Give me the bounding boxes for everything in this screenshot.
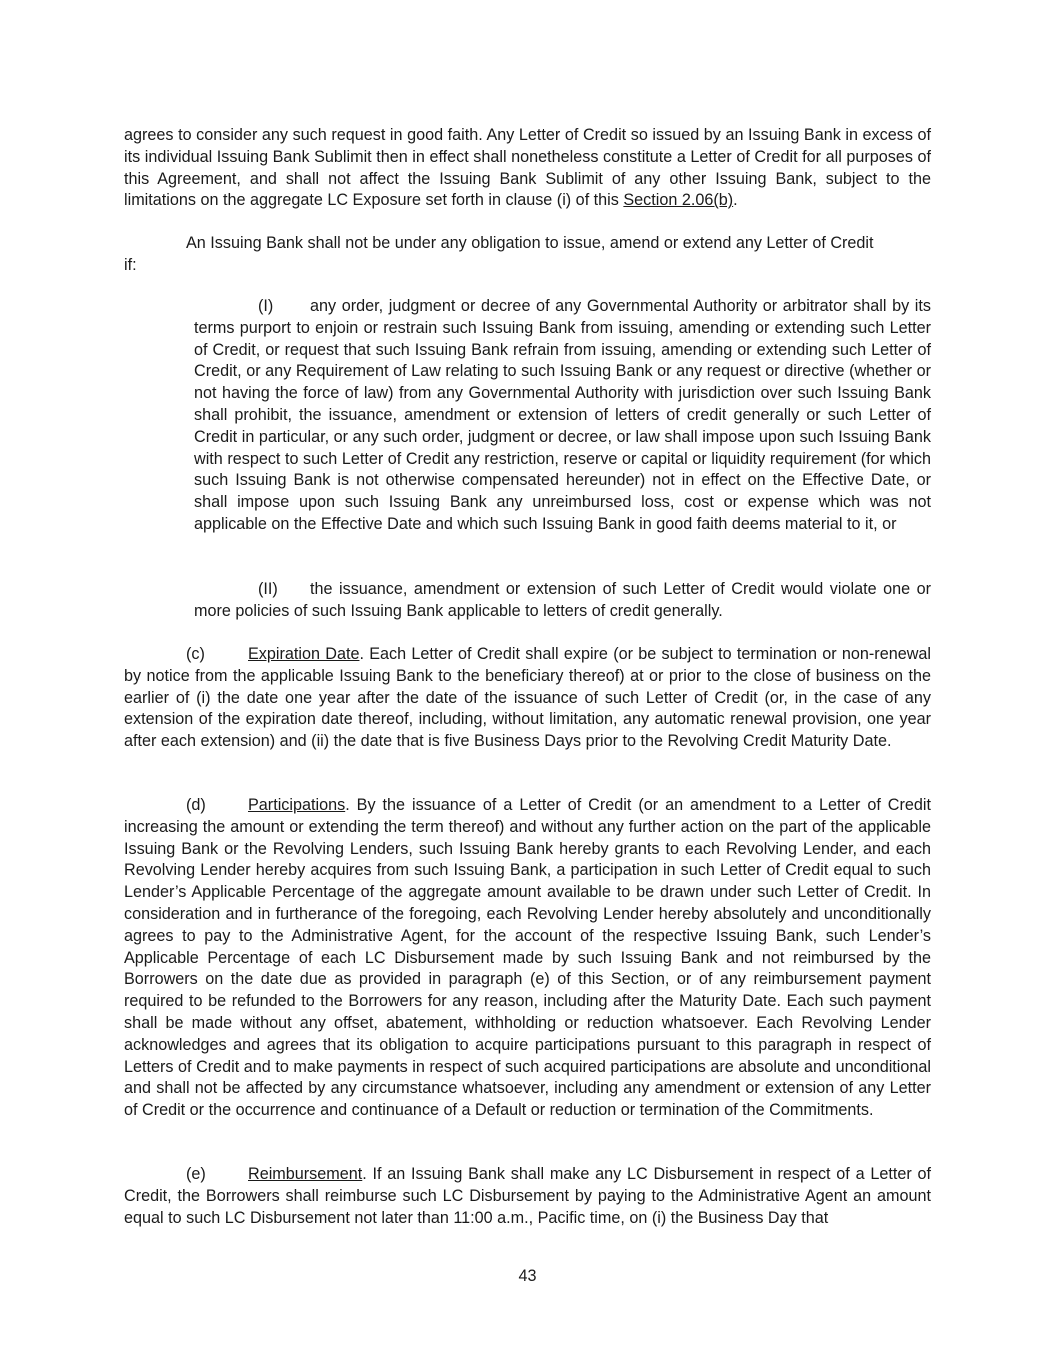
clause-I bbox=[194, 296, 931, 536]
section-e-label: (e) bbox=[186, 1165, 206, 1183]
paragraph-intro-text: agrees to consider any such request in good faith. Any Letter of Credit so issued by an Issuing Bank in excess of its individual Issuing Bank Sublimit then in effect shall nonetheless constitute a Letter of Credit for all purposes of this Agreement, and shall not affect the Issuing Bank Sublimit of any other Issuing Bank, subject to the limitations on the aggregate LC Exposure set forth in clause (i) of this bbox=[124, 126, 931, 210]
paragraph-intro-end: . bbox=[733, 191, 738, 210]
clause-I-label: (I) bbox=[258, 297, 274, 315]
paragraph-obligation-text: An Issuing Bank shall not be under any obligation to issue, amend or extend any Letter of Credit bbox=[186, 234, 874, 252]
section-d-label: (d) bbox=[186, 796, 206, 814]
clause-II-label: (II) bbox=[258, 580, 278, 598]
page-number: 43 bbox=[518, 1267, 537, 1285]
section-d bbox=[124, 795, 931, 1122]
section-e-text: . If an Issuing Bank shall make any LC Disbursement in respect of a Letter of Credit, the Borrowers shall reimburse such LC Disbursement by paying to the Administrative Agent an amount equal to such LC Disbursement not later than 11:00 a.m., Pacific time, on (i) the Business Day that bbox=[124, 1165, 931, 1227]
section-e-heading: Reimbursement bbox=[248, 1165, 363, 1183]
section-c-label: (c) bbox=[186, 645, 205, 663]
section-c bbox=[124, 644, 931, 753]
section-d-heading: Participations bbox=[248, 796, 346, 814]
paragraph-intro bbox=[124, 125, 931, 212]
section-d-text: . By the issuance of a Letter of Credit (or an amendment to a Letter of Credit increasing the amount or extending the term thereof) and without any further action on the part of the applicable Issuing Bank or the Revolving Lenders, such Issuing Bank hereby grants to each Revolving Lender, and each Revolving Lender hereby acquires from such Issuing Bank, a participation in such Letter of Credit equal to such Lender’s Applicable Percentage of the aggregate amount available to be drawn under such Letter of Credit. In consideration and in furtherance of the foregoing, each Revolving Lender hereby absolutely and unconditionally agrees to pay to the Administrative Agent, for the account of the respective Issuing Bank, such Lender’s Applicable Percentage of each LC Disbursement made by such Issuing Bank and not reimbursed by the Borrowers on the date due as provided in paragraph (e) of this Section, or of any reimbursement payment required to be refunded to the Borrowers for any reason, including after the Maturity Date. Each such payment shall be made without any offset, abatement, withholding or reduction whatsoever. Each Revolving Lender acknowledges and agrees that its obligation to acquire participations pursuant to this paragraph in respect of Letters of Credit and to make payments in respect of such acquired participations are absolute and unconditional and shall not be affected by any circumstance whatsoever, including any amendment or extension of any Letter of Credit or the occurrence and continuance of a Default or reduction or termination of the Commitments. bbox=[124, 796, 931, 1120]
section-c-heading: Expiration Date bbox=[248, 645, 360, 663]
paragraph-obligation-line1 bbox=[186, 233, 931, 255]
clause-II-text: the issuance, amendment or extension of such Letter of Credit would violate one or more policies of such Issuing Bank applicable to letters of credit generally. bbox=[194, 580, 931, 620]
section-e bbox=[124, 1164, 931, 1229]
clause-II bbox=[194, 579, 931, 623]
section-reference-link[interactable]: Section 2.06(b) bbox=[623, 191, 734, 210]
section-c-text: . Each Letter of Credit shall expire (or be subject to termination or non-renewal by notice from the applicable Issuing Bank to the beneficiary thereof) at or prior to the close of business on the earlier of (i) the date one year after the date of the issuance of such Letter of Credit (or, in the case of any extension of the expiration date thereof, including, without limitation, any automatic renewal provision, one year after each extension) and (ii) the date that is five Business Days prior to the Revolving Credit Maturity Date. bbox=[124, 645, 931, 751]
clause-I-text: any order, judgment or decree of any Governmental Authority or arbitrator shall by its terms purport to enjoin or restrain such Issuing Bank from issuing, amending or extending such Letter of Credit, or request that such Issuing Bank refrain from issuing, amending or extending such Letter of Credit, or any Requirement of Law relating to such Issuing Bank or any request or directive (whether or not having the force of law) from any Governmental Authority with jurisdiction over such Issuing Bank shall prohibit, the issuance, amendment or extension of letters of credit generally or such Letter of Credit in particular, or any such order, judgment or decree, or law shall impose upon such Issuing Bank with respect to such Letter of Credit any restriction, reserve or capital or liquidity requirement (for which such Issuing Bank is not otherwise compensated hereunder) not in effect on the Effective Date, or shall impose upon such Issuing Bank any unreimbursed loss, cost or expense which was not applicable on the Effective Date and which such Issuing Bank in good faith deems material to it, or bbox=[194, 297, 931, 533]
paragraph-obligation-if: if: bbox=[124, 256, 137, 274]
paragraph-obligation-line2 bbox=[124, 255, 424, 277]
